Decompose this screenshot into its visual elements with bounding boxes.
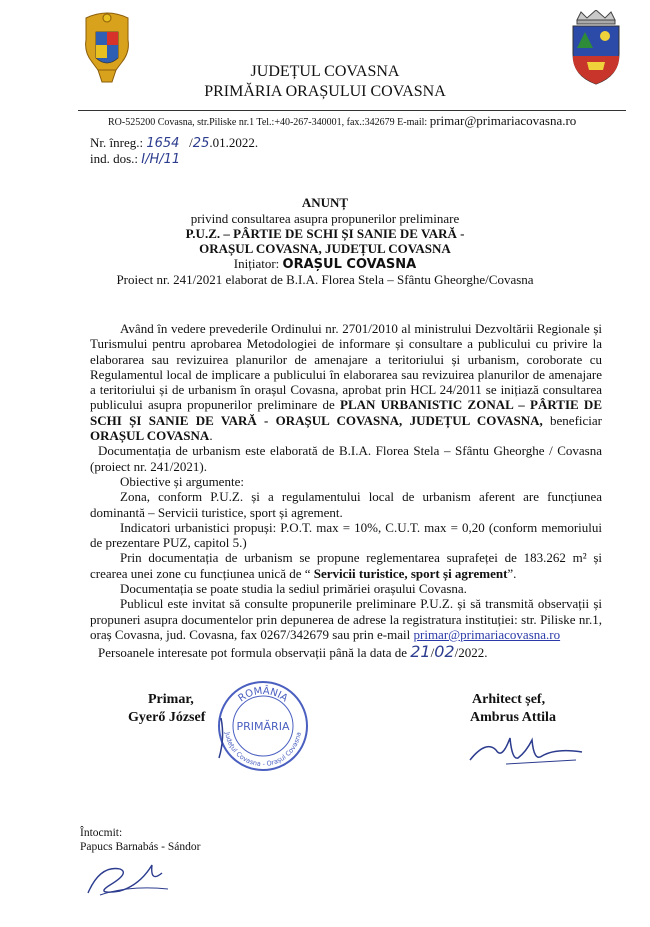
paragraph-end: . (209, 428, 213, 444)
paragraph-invitation (90, 596, 602, 642)
mayor-title: Primar, (148, 692, 194, 707)
registration-number: Nr. înreg.: 1654 /25.01.2022. (90, 135, 259, 151)
surface-text: Prin documentația de urbanism se propune reglementarea suprafeței de 183.262 m² și crearea unei zone cu funcțiunea unică de “ (90, 550, 602, 581)
paragraph-zone: Zona, conform P.U.Z. și a regulamentului local de urbanism aferent are funcțiunea dominantă – Servicii turistice, sport și agrement. (90, 489, 602, 520)
deadline-month: 02 (434, 642, 455, 662)
header-divider (78, 110, 626, 111)
surface-end: ”. (507, 565, 517, 581)
paragraph-indicators: Indicatori urbanistici propuși: P.O.T. max = 10%, C.U.T. max = 0,20 (conform memoriului de prezentare PUZ, capitol 5.) (90, 519, 602, 551)
stamp-top-text: ROMÂNIA (236, 685, 290, 705)
drafted-name: Papucs Barnabás - Sándor (80, 841, 201, 853)
deadline-day: 21 (410, 642, 431, 662)
announcement-body (90, 321, 602, 661)
initiator-value: ORAȘUL COVASNA (282, 257, 417, 272)
institution-title: PRIMĂRIA ORAȘULUI COVASNA (204, 83, 446, 100)
beneficiary-label: beneficiar (542, 412, 603, 428)
legal-basis-text: Având în vedere prevederile Ordinului nr. 2701/2010 al ministrului Dezvoltării Regionale și Turismului pentru aprobarea Metodologiei de informare și consultare a publicului cu privire la elaborarea sau revizuirea planurilor de amenajare a teritoriului și urbanism, coroborate cu Regulamentul local de implicare a publicului în elaborarea sau revizuirea planurilor de amenajare a teritoriului și de urbanism în orașul Covasna, aprobat prin HCL 24/2011 se inițiază consultarea publicului asupra propunerilor preliminare de (90, 321, 602, 413)
official-stamp (215, 678, 310, 773)
deadline-text: Persoanele interesate pot formula observații până la data de (98, 645, 411, 661)
paragraph-study: Documentația se poate studia la sediul primăriei orașului Covasna. (120, 581, 467, 597)
beneficiary-name: ORAȘUL COVASNA (90, 428, 210, 444)
registration-nr-value: 1654 (146, 136, 180, 151)
architect-signature (466, 730, 586, 770)
paragraph-deadline (90, 644, 602, 660)
stamp-bottom-text: Județul Covasna - Orașul Covasna (223, 731, 303, 769)
architect-title: Arhitect șef, (472, 692, 546, 707)
file-index-value: I/H/11 (141, 152, 181, 167)
paragraph-legal-basis (90, 321, 602, 443)
plan-name-bold: PLAN URBANISTIC ZONAL – PÂRTIE DE SCHI ȘI SANIE DE VARĂ - ORAȘUL COVASNA, JUDEȚUL COVASNA, (90, 397, 602, 428)
drafted-label: Întocmit: (80, 827, 123, 839)
initiator-label: Inițiator: (233, 256, 283, 271)
announcement-subtitle: privind consultarea asupra propunerilor preliminare (190, 211, 460, 226)
county-title: JUDEȚUL COVASNA (250, 63, 400, 80)
paragraph-surface (90, 550, 602, 581)
contact-email-link[interactable]: primar@primariacovasna.ro (413, 626, 561, 642)
stamp-center-text: PRIMĂRIA (236, 720, 290, 733)
deadline-sep: / (430, 645, 435, 661)
file-index-label: ind. dos.: (90, 151, 142, 166)
announcement-title: ANUNȚ (301, 195, 349, 210)
drafter-signature (80, 855, 175, 900)
header-email[interactable]: primar@primariacovasna.ro (429, 113, 577, 128)
address-text: RO-525200 Covasna, str.Piliske nr.1 Tel.:+40-267-340001, fax.:342679 E-mail: (108, 117, 430, 128)
initiator-line (0, 256, 650, 272)
project-name-line2: ORAȘUL COVASNA, JUDEȚUL COVASNA (199, 241, 451, 256)
deadline-year: /2022. (454, 645, 488, 661)
registration-date-rest: .01.2022. (209, 135, 259, 150)
invitation-text: Publicul este invitat să consulte propunerile preliminare P.U.Z. și să transmită observații și propuneri asupra documentelor prin depunerea de adrese la registratura instituției: str. Piliske nr.1, oraș Covasna, jud. Covasna, fax 0267/342679 sau prin e-mail (90, 596, 602, 642)
paragraph-objectives: Obiective și argumente: (120, 473, 244, 489)
registration-nr-label: Nr. înreg.: (90, 135, 147, 150)
function-bold: Servicii turistice, sport și agrement (313, 565, 508, 581)
paragraph-documentation: Documentația de urbanism este elaborată de B.I.A. Florea Stela – Sfântu Gheorghe / Covasna (proiect nr. 241/2021). (90, 443, 602, 474)
file-index (90, 151, 180, 167)
mayor-name: Gyerő József (128, 710, 206, 725)
contact-line (108, 113, 576, 129)
architect-name: Ambrus Attila (470, 710, 556, 725)
project-name-line1: P.U.Z. – PÂRTIE DE SCHI ȘI SANIE DE VARĂ - (185, 226, 465, 241)
project-reference: Proiect nr. 241/2021 elaborat de B.I.A. Florea Stela – Sfântu Gheorghe/Covasna (116, 272, 534, 287)
registration-day: 25 (192, 136, 210, 151)
